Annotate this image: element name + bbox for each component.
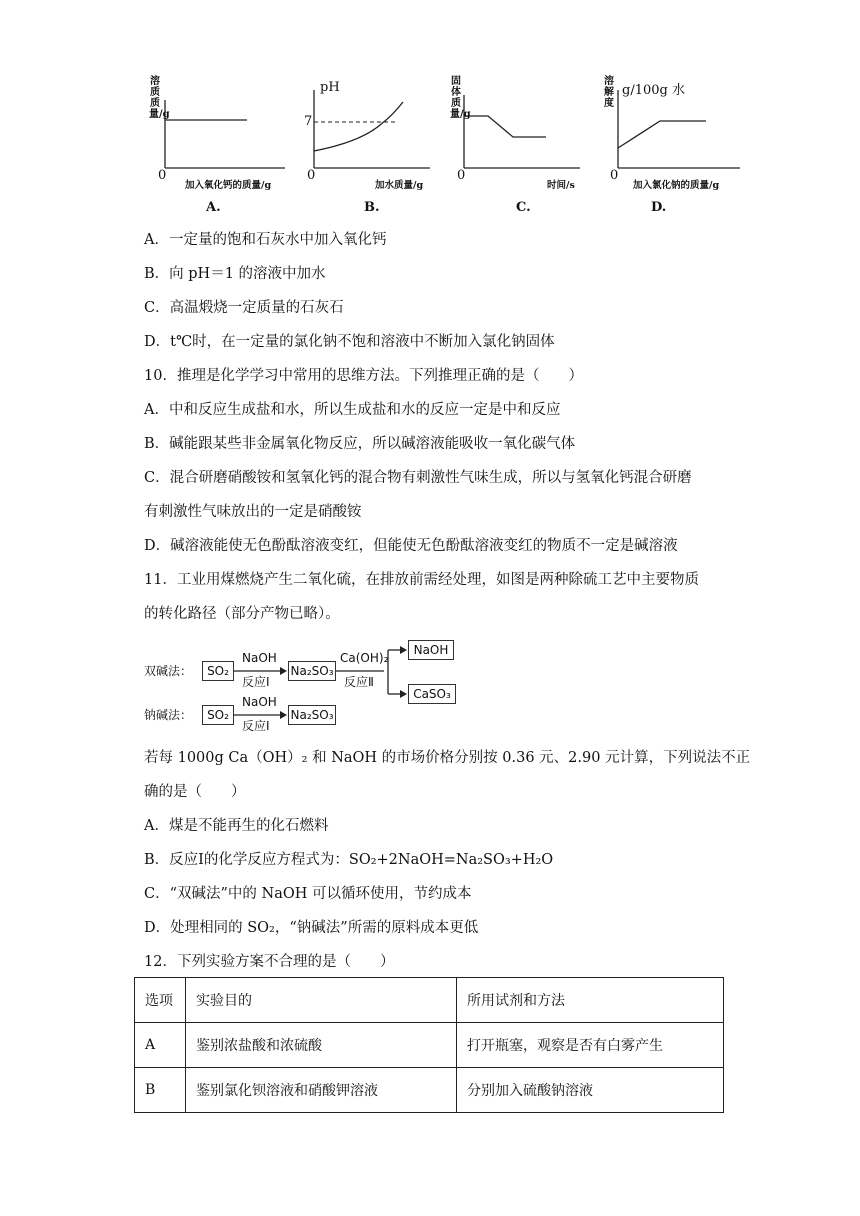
row-a-option: A <box>135 1023 186 1068</box>
graph-d-origin: 0 <box>610 168 619 183</box>
q11-stem-line1: 11．工业用煤燃烧产生二氧化硫，在排放前需经处理，如图是两种除硫工艺中主要物质 <box>144 572 699 588</box>
graph-b-tick-7: 7 <box>304 114 313 129</box>
q11-option-a: A．煤是不能再生的化石燃料 <box>144 818 329 834</box>
q9-option-d: D．t℃时，在一定量的氯化钠不饱和溶液中不断加入氯化钠固体 <box>144 334 555 350</box>
na2so3-box-sodium: Na₂SO₃ <box>288 705 336 725</box>
table-row <box>135 1023 724 1068</box>
graph-c-origin: 0 <box>457 168 466 183</box>
graph-c-ylabel: 固体质量/g <box>450 76 471 120</box>
graph-d-xlabel: 加入氯化钠的质量/g <box>633 180 720 191</box>
naoh-product-box: NaOH <box>408 640 454 660</box>
graph-d-ylabel: 溶解度 <box>604 76 614 109</box>
graph-b-xlabel: 加水质量/g <box>375 180 424 191</box>
graph-d <box>600 70 770 220</box>
q10-stem: 10．推理是化学学习中常用的思维方法。下列推理正确的是（ ） <box>144 368 583 384</box>
reaction-1-label-sodium: 反应Ⅰ <box>242 719 270 733</box>
caso3-product-box: CaSO₃ <box>408 684 456 704</box>
row-a-method: 打开瓶塞，观察是否有白雾产生 <box>457 1023 724 1068</box>
row-b-method: 分别加入硫酸钠溶液 <box>457 1068 724 1113</box>
so2-box-double: SO₂ <box>202 661 234 681</box>
q9-option-a: A．一定量的饱和石灰水中加入氧化钙 <box>144 232 387 248</box>
graph-b-origin: 0 <box>307 168 316 183</box>
q11-option-c: C．“双碱法”中的 NaOH 可以循环使用，节约成本 <box>144 886 472 902</box>
so2-box-sodium: SO₂ <box>202 705 234 725</box>
reaction-2-label: 反应Ⅱ <box>344 675 374 689</box>
q11-option-d: D．处理相同的 SO₂，“钠碱法”所需的原料成本更低 <box>144 920 479 936</box>
q11-price-line1: 若每 1000g Ca（OH）₂ 和 NaOH 的市场价格分别按 0.36 元、2.90 元计算，下列说法不正 <box>144 750 751 766</box>
table-row <box>135 1068 724 1113</box>
double-alkali-label: 双碱法： <box>144 664 193 678</box>
graph-b-ylabel: pH <box>320 80 340 95</box>
q10-option-d: D．碱溶液能使无色酚酞溶液变红，但能使无色酚酞溶液变红的物质不一定是碱溶液 <box>144 538 678 554</box>
row-b-purpose: 鉴别氯化钡溶液和硝酸钾溶液 <box>186 1068 457 1113</box>
q12-stem: 12．下列实验方案不合理的是（ ） <box>144 954 395 970</box>
graph-d-tag: D. <box>651 200 667 215</box>
naoh-reagent-2: NaOH <box>242 695 277 709</box>
q9-option-b: B．向 pH＝1 的溶液中加水 <box>144 266 326 282</box>
q9-option-c: C．高温煅烧一定质量的石灰石 <box>144 300 344 316</box>
graph-a-xlabel: 加入氧化钙的质量/g <box>185 180 272 191</box>
graph-a-tag: A. <box>206 200 221 215</box>
sodium-alkali-label: 钠碱法： <box>144 708 193 722</box>
row-b-option: B <box>135 1068 186 1113</box>
reaction-1-label-double: 反应Ⅰ <box>242 675 270 689</box>
q10-option-c-line2: 有刺激性气味放出的一定是硝酸铵 <box>144 504 362 520</box>
q11-price-line2: 确的是（ ） <box>144 784 246 800</box>
graph-d-yunit: g/100g 水 <box>622 83 685 98</box>
graph-b <box>300 70 470 220</box>
desulfurization-diagram <box>144 636 464 736</box>
q11-stem-line2: 的转化路径（部分产物已略）。 <box>144 606 340 622</box>
graph-c-xlabel: 时间/s <box>547 180 575 191</box>
graph-c-tag: C. <box>516 200 531 215</box>
q12-table <box>134 977 724 1113</box>
graph-b-tag: B. <box>364 200 380 215</box>
na2so3-box-double: Na₂SO₃ <box>288 661 336 681</box>
header-purpose: 实验目的 <box>186 978 457 1023</box>
graph-a-origin: 0 <box>158 168 167 183</box>
q11-option-b: B．反应Ⅰ的化学反应方程式为：SO₂+2NaOH=Na₂SO₃+H₂O <box>144 852 554 868</box>
row-a-purpose: 鉴别浓盐酸和浓硫酸 <box>186 1023 457 1068</box>
q10-option-b: B．碱能跟某些非金属氧化物反应，所以碱溶液能吸收一氧化碳气体 <box>144 436 576 452</box>
graph-a <box>145 70 315 220</box>
graph-c <box>450 70 620 220</box>
q10-option-c-line1: C．混合研磨硝酸铵和氢氧化钙的混合物有刺激性气味生成，所以与氢氧化钙混合研磨 <box>144 470 692 486</box>
graph-a-ylabel: 溶质质量/g <box>149 76 170 120</box>
q10-option-a: A．中和反应生成盐和水，所以生成盐和水的反应一定是中和反应 <box>144 402 561 418</box>
table-header-row <box>135 978 724 1023</box>
caoh2-reagent: Ca(OH)₂ <box>340 651 389 665</box>
header-method: 所用试剂和方法 <box>457 978 724 1023</box>
header-option: 选项 <box>135 978 186 1023</box>
naoh-reagent-1: NaOH <box>242 651 277 665</box>
